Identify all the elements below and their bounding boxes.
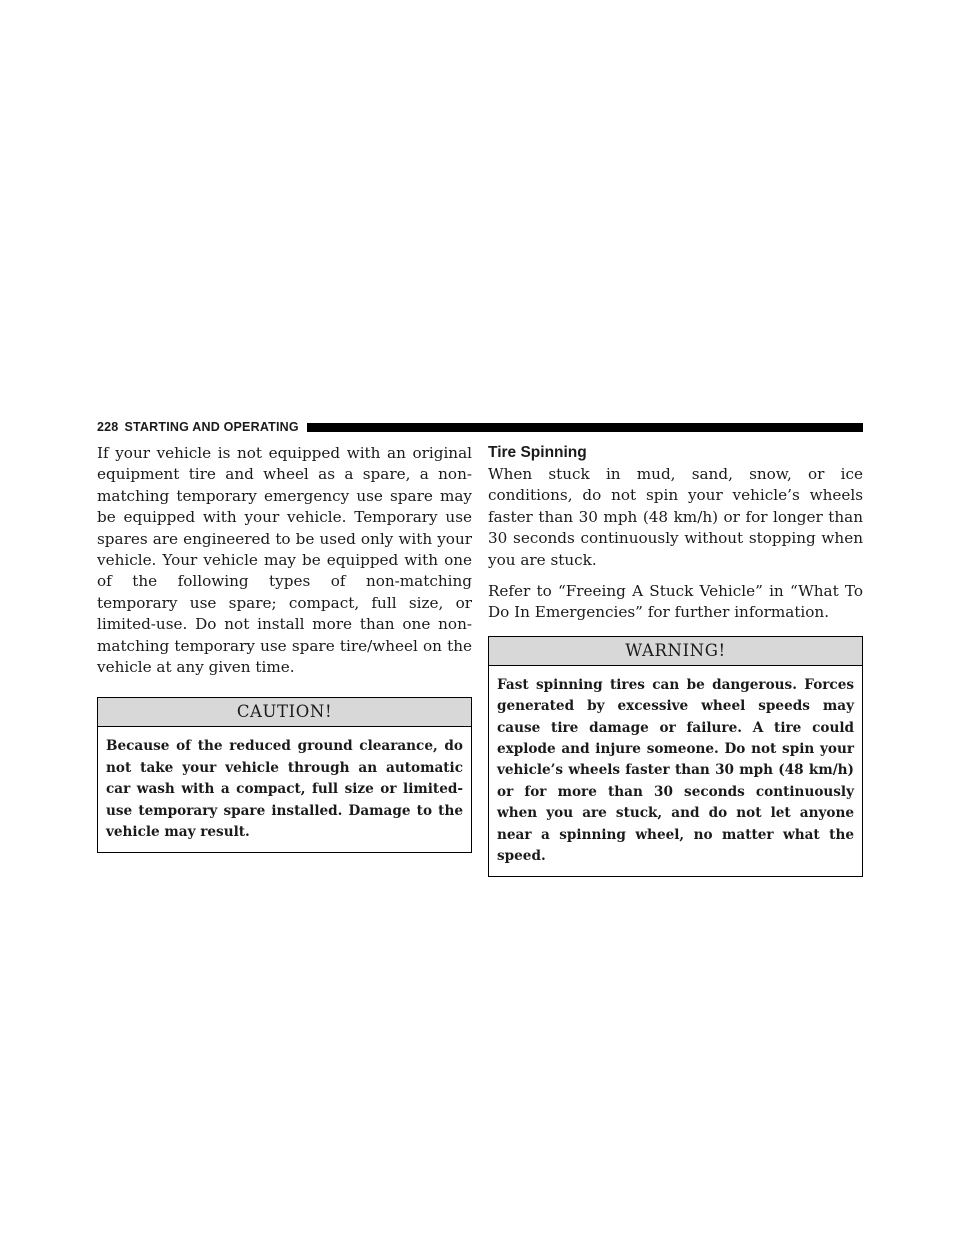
stuck-vehicle-reference: Refer to “Freeing A Stuck Vehicle” in “What To Do In Emergencies” for further information. bbox=[488, 582, 863, 622]
tire-spinning-heading: Tire Spinning bbox=[488, 444, 587, 461]
warning-title: WARNING! bbox=[489, 637, 862, 666]
page-number: 228 bbox=[97, 420, 119, 434]
page-header bbox=[97, 419, 863, 435]
warning-box bbox=[488, 636, 863, 877]
warning-text: Fast spinning tires can be dangerous. Forces generated by excessive wheel speeds may cause tire damage or failure. A tire could explode and injure someone. Do not spin your vehicle’s wheels faster than 30 mph (48 km/h) or for more than 30 seconds continuously when you are stuck, and do not let anyone near a spinning wheel, no matter what the speed. bbox=[497, 676, 854, 865]
left-column bbox=[97, 443, 472, 853]
section-title: STARTING AND OPERATING bbox=[124, 420, 299, 434]
caution-title: CAUTION! bbox=[98, 698, 471, 727]
tire-spinning-paragraph: When stuck in mud, sand, snow, or ice conditions, do not spin your vehicle’s wheels faster than 30 mph (48 km/h) or for longer than 30 seconds continuously without stopping when you are stuck. bbox=[488, 465, 863, 569]
right-column bbox=[488, 443, 863, 877]
header-rule bbox=[307, 423, 863, 432]
spare-tire-paragraph: If your vehicle is not equipped with an original equipment tire and wheel as a spare, a non-matching temporary emergency use spare may be equipped with your vehicle. Temporary use spares are engineered to be used only with your vehicle. Your vehicle may be equipped with one of the following types of non-matching temporary use spare; compact, full size, or limited-use. Do not install more than one non-matching temporary use spare tire/wheel on the vehicle at any given time. bbox=[97, 444, 472, 677]
caution-text: Because of the reduced ground clearance, do not take your vehicle through an automatic car wash with a compact, full size or limited-use temporary spare installed. Damage to the vehicle may result. bbox=[106, 738, 463, 841]
caution-box bbox=[97, 697, 472, 852]
